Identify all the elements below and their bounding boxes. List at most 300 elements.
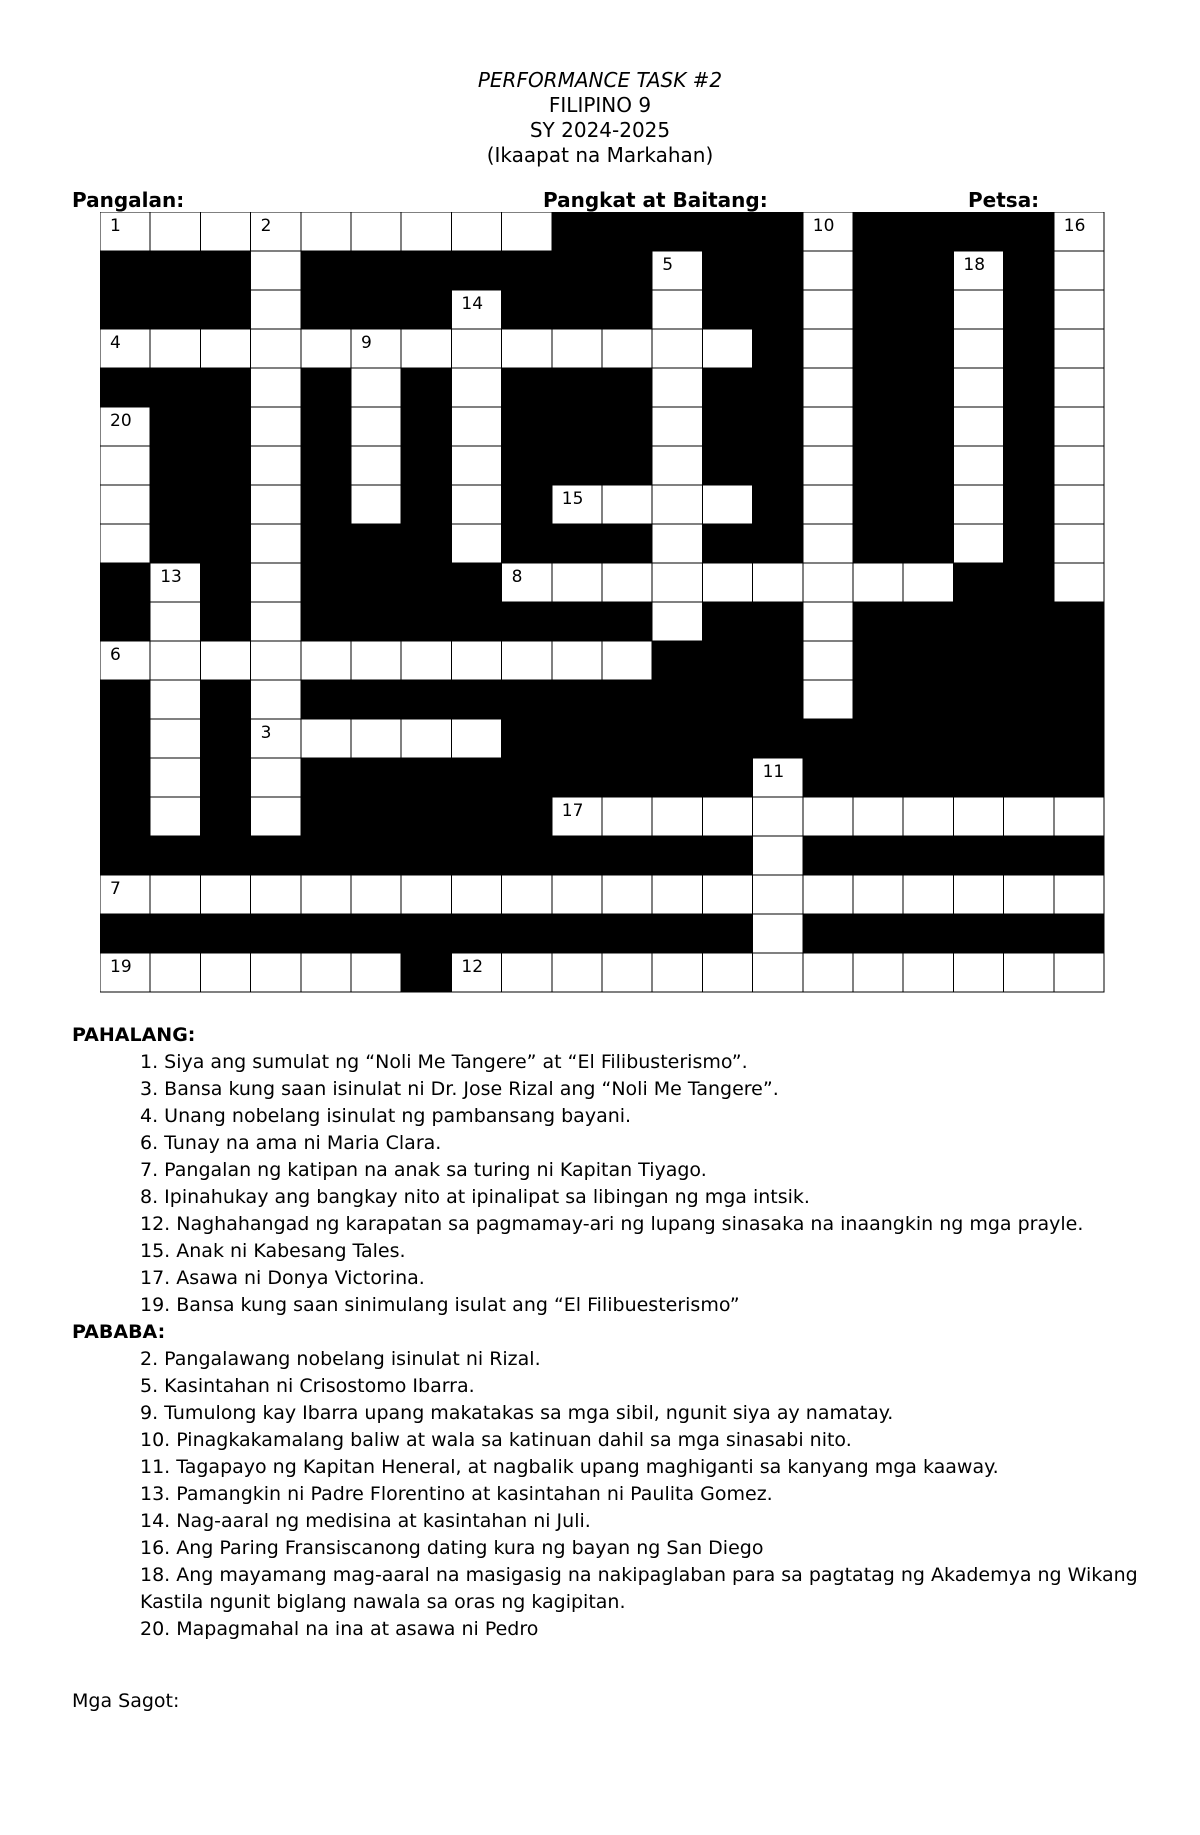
crossword-cell[interactable] <box>602 875 652 914</box>
crossword-block <box>903 251 953 290</box>
crossword-cell[interactable] <box>602 329 652 368</box>
crossword-cell[interactable] <box>652 563 702 602</box>
crossword-block <box>702 602 752 641</box>
crossword-cell[interactable] <box>803 602 853 641</box>
across-clue: 15. Anak ni Kabesang Tales. <box>140 1240 406 1262</box>
crossword-cell[interactable] <box>552 563 602 602</box>
crossword-block <box>903 719 953 758</box>
crossword-cell[interactable] <box>903 953 953 992</box>
crossword-cell[interactable] <box>953 290 1003 329</box>
crossword-cell[interactable] <box>602 641 652 680</box>
crossword-cell[interactable] <box>351 641 401 680</box>
crossword-cell[interactable] <box>502 953 552 992</box>
crossword-block <box>100 836 150 875</box>
crossword-cell[interactable] <box>953 485 1003 524</box>
crossword-cell[interactable] <box>451 407 501 446</box>
clue-number: 8 <box>511 567 523 587</box>
crossword-block <box>652 212 702 251</box>
crossword-cell[interactable] <box>1054 407 1104 446</box>
crossword-cell[interactable] <box>150 797 200 836</box>
crossword-cell[interactable] <box>251 446 301 485</box>
crossword-cell[interactable] <box>301 212 351 251</box>
crossword-block <box>200 446 250 485</box>
crossword-cell[interactable] <box>1054 446 1104 485</box>
crossword-cell[interactable] <box>903 875 953 914</box>
crossword-cell[interactable] <box>251 758 301 797</box>
crossword-cell[interactable] <box>251 602 301 641</box>
crossword-block <box>552 290 602 329</box>
crossword-cell[interactable] <box>1004 953 1054 992</box>
crossword-cell[interactable] <box>351 329 401 368</box>
crossword-block <box>753 641 803 680</box>
crossword-block <box>702 524 752 563</box>
crossword-block <box>903 446 953 485</box>
crossword-block <box>401 524 451 563</box>
date-label: Petsa: <box>968 188 1040 212</box>
crossword-block <box>953 563 1003 602</box>
crossword-cell[interactable] <box>401 719 451 758</box>
crossword-block <box>753 719 803 758</box>
crossword-block <box>200 797 250 836</box>
crossword-cell[interactable] <box>150 719 200 758</box>
crossword-cell[interactable] <box>351 953 401 992</box>
crossword-cell[interactable] <box>1054 953 1104 992</box>
clue-number: 6 <box>110 645 121 665</box>
crossword-block <box>502 290 552 329</box>
crossword-block <box>451 602 501 641</box>
crossword-block <box>351 914 401 953</box>
crossword-block <box>853 524 903 563</box>
crossword-cell[interactable] <box>251 953 301 992</box>
crossword-cell[interactable] <box>351 368 401 407</box>
crossword-block <box>451 758 501 797</box>
crossword-block <box>1004 641 1054 680</box>
crossword-block <box>702 758 752 797</box>
crossword-cell[interactable] <box>702 329 752 368</box>
crossword-cell[interactable] <box>903 563 953 602</box>
crossword-cell[interactable] <box>803 680 853 719</box>
crossword-cell[interactable] <box>251 485 301 524</box>
down-clue: 16. Ang Paring Fransiscanong dating kura ng bayan ng San Diego <box>140 1537 764 1559</box>
crossword-cell[interactable] <box>200 329 250 368</box>
clue-number: 12 <box>461 957 484 977</box>
crossword-block <box>401 368 451 407</box>
crossword-block <box>401 563 451 602</box>
crossword-cell[interactable] <box>150 602 200 641</box>
crossword-block <box>903 602 953 641</box>
clue-number: 2 <box>260 216 272 236</box>
crossword-cell[interactable] <box>702 953 752 992</box>
crossword-block <box>1054 758 1104 797</box>
across-clue: 1. Siya ang sumulat ng “Noli Me Tangere” at “El Filibusterismo”. <box>140 1051 748 1073</box>
crossword-cell[interactable] <box>100 524 150 563</box>
crossword-block <box>351 290 401 329</box>
crossword-cell[interactable] <box>200 875 250 914</box>
across-clue: 4. Unang nobelang isinulat ng pambansang bayani. <box>140 1105 632 1127</box>
crossword-block <box>301 758 351 797</box>
crossword-block <box>502 797 552 836</box>
crossword-cell[interactable] <box>251 524 301 563</box>
crossword-cell[interactable] <box>100 446 150 485</box>
crossword-cell[interactable] <box>652 290 702 329</box>
crossword-cell[interactable] <box>150 680 200 719</box>
crossword-cell[interactable] <box>753 836 803 875</box>
crossword-cell[interactable] <box>1054 290 1104 329</box>
crossword-block <box>351 758 401 797</box>
crossword-cell[interactable] <box>1004 875 1054 914</box>
across-clue: 17. Asawa ni Donya Victorina. <box>140 1267 425 1289</box>
crossword-cell[interactable] <box>100 212 150 251</box>
crossword-cell[interactable] <box>652 875 702 914</box>
crossword-block <box>401 914 451 953</box>
crossword-cell[interactable] <box>652 953 702 992</box>
crossword-cell[interactable] <box>753 797 803 836</box>
crossword-cell[interactable] <box>652 797 702 836</box>
crossword-block <box>100 758 150 797</box>
crossword-block <box>150 524 200 563</box>
crossword-cell[interactable] <box>100 329 150 368</box>
crossword-cell[interactable] <box>451 719 501 758</box>
crossword-cell[interactable] <box>803 290 853 329</box>
crossword-cell[interactable] <box>100 641 150 680</box>
crossword-block <box>100 797 150 836</box>
crossword-block <box>702 446 752 485</box>
down-clue: 13. Pamangkin ni Padre Florentino at kasintahan ni Paulita Gomez. <box>140 1483 773 1505</box>
down-heading: PABABA: <box>72 1321 166 1343</box>
crossword-cell[interactable] <box>251 290 301 329</box>
crossword-block <box>552 446 602 485</box>
crossword-cell[interactable] <box>803 329 853 368</box>
crossword-block <box>602 368 652 407</box>
clue-number: 4 <box>110 333 121 353</box>
crossword-block <box>602 212 652 251</box>
crossword-grid[interactable] <box>100 212 1106 998</box>
down-clue: 2. Pangalawang nobelang isinulat ni Rizal. <box>140 1348 541 1370</box>
crossword-cell[interactable] <box>502 875 552 914</box>
crossword-block <box>451 563 501 602</box>
crossword-block <box>301 251 351 290</box>
crossword-block <box>953 602 1003 641</box>
crossword-cell[interactable] <box>652 329 702 368</box>
crossword-cell[interactable] <box>451 641 501 680</box>
crossword-cell[interactable] <box>753 875 803 914</box>
crossword-block <box>401 407 451 446</box>
crossword-cell[interactable] <box>200 641 250 680</box>
crossword-cell[interactable] <box>803 485 853 524</box>
crossword-block <box>401 485 451 524</box>
crossword-cell[interactable] <box>652 407 702 446</box>
crossword-cell[interactable] <box>803 524 853 563</box>
crossword-block <box>552 251 602 290</box>
crossword-cell[interactable] <box>753 914 803 953</box>
crossword-block <box>602 758 652 797</box>
crossword-block <box>401 602 451 641</box>
crossword-cell[interactable] <box>953 407 1003 446</box>
crossword-cell[interactable] <box>301 953 351 992</box>
crossword-block <box>753 290 803 329</box>
crossword-block <box>953 719 1003 758</box>
crossword-block <box>351 563 401 602</box>
crossword-block <box>853 680 903 719</box>
crossword-block <box>602 407 652 446</box>
crossword-cell[interactable] <box>150 875 200 914</box>
crossword-cell[interactable] <box>803 641 853 680</box>
crossword-cell[interactable] <box>652 524 702 563</box>
crossword-cell[interactable] <box>251 251 301 290</box>
crossword-cell[interactable] <box>301 719 351 758</box>
crossword-cell[interactable] <box>200 212 250 251</box>
crossword-cell[interactable] <box>150 953 200 992</box>
crossword-block <box>953 680 1003 719</box>
crossword-block <box>401 758 451 797</box>
crossword-cell[interactable] <box>753 953 803 992</box>
crossword-cell[interactable] <box>1054 329 1104 368</box>
crossword-cell[interactable] <box>552 875 602 914</box>
crossword-cell[interactable] <box>853 875 903 914</box>
crossword-cell[interactable] <box>1054 875 1104 914</box>
crossword-block <box>451 251 501 290</box>
crossword-block <box>200 680 250 719</box>
crossword-block <box>1004 212 1054 251</box>
crossword-cell[interactable] <box>451 524 501 563</box>
crossword-block <box>953 212 1003 251</box>
crossword-cell[interactable] <box>401 875 451 914</box>
crossword-cell[interactable] <box>652 251 702 290</box>
crossword-block <box>1054 680 1104 719</box>
crossword-block <box>552 836 602 875</box>
across-heading: PAHALANG: <box>72 1024 196 1046</box>
clue-number: 5 <box>662 255 674 275</box>
crossword-cell[interactable] <box>351 719 401 758</box>
crossword-cell[interactable] <box>251 368 301 407</box>
crossword-block <box>602 680 652 719</box>
crossword-cell[interactable] <box>652 368 702 407</box>
crossword-cell[interactable] <box>1004 797 1054 836</box>
crossword-block <box>301 368 351 407</box>
crossword-block <box>100 251 150 290</box>
crossword-block <box>351 836 401 875</box>
crossword-block <box>1054 914 1104 953</box>
down-clue: 18. Ang mayamang mag-aaral na masigasig na nakipaglaban para sa pagtatag ng Akademya ng Wikang Kastila ngunit biglang nawala sa oras ng kagipitan. <box>140 1564 1138 1613</box>
crossword-block <box>753 407 803 446</box>
crossword-cell[interactable] <box>953 797 1003 836</box>
across-clue: 3. Bansa kung saan isinulat ni Dr. Jose Rizal ang “Noli Me Tangere”. <box>140 1078 779 1100</box>
crossword-cell[interactable] <box>451 329 501 368</box>
crossword-block <box>552 212 602 251</box>
crossword-block <box>502 524 552 563</box>
crossword-cell[interactable] <box>903 797 953 836</box>
crossword-cell[interactable] <box>401 212 451 251</box>
down-clue-list <box>72 1346 1182 1643</box>
crossword-cell[interactable] <box>853 563 903 602</box>
crossword-cell[interactable] <box>301 875 351 914</box>
crossword-cell[interactable] <box>451 485 501 524</box>
crossword-block <box>903 680 953 719</box>
crossword-block <box>853 602 903 641</box>
quarter-label: (Ikaapat na Markahan) <box>486 143 714 167</box>
crossword-cell[interactable] <box>602 485 652 524</box>
crossword-block <box>502 914 552 953</box>
crossword-block <box>552 719 602 758</box>
task-title: PERFORMANCE TASK #2 <box>477 68 723 92</box>
crossword-cell[interactable] <box>652 602 702 641</box>
crossword-cell[interactable] <box>702 875 752 914</box>
crossword-cell[interactable] <box>803 563 853 602</box>
crossword-cell[interactable] <box>652 446 702 485</box>
crossword-cell[interactable] <box>552 641 602 680</box>
crossword-block <box>753 524 803 563</box>
crossword-block <box>702 407 752 446</box>
crossword-cell[interactable] <box>502 563 552 602</box>
crossword-cell[interactable] <box>200 953 250 992</box>
crossword-block <box>903 290 953 329</box>
crossword-cell[interactable] <box>100 875 150 914</box>
crossword-cell[interactable] <box>702 563 752 602</box>
crossword-cell[interactable] <box>1054 368 1104 407</box>
crossword-cell[interactable] <box>853 797 903 836</box>
crossword-cell[interactable] <box>502 641 552 680</box>
crossword-block <box>1004 485 1054 524</box>
crossword-block <box>301 485 351 524</box>
crossword-cell[interactable] <box>251 797 301 836</box>
crossword-block <box>401 680 451 719</box>
crossword-cell[interactable] <box>351 485 401 524</box>
down-clue: 20. Mapagmahal na ina at asawa ni Pedro <box>140 1618 539 1640</box>
crossword-block <box>652 680 702 719</box>
subject-title: FILIPINO 9 <box>548 93 652 117</box>
crossword-cell[interactable] <box>602 797 652 836</box>
crossword-block <box>502 251 552 290</box>
crossword-cell[interactable] <box>552 329 602 368</box>
crossword-cell[interactable] <box>401 641 451 680</box>
across-clue: 19. Bansa kung saan sinimulang isulat ang “El Filibuesterismo” <box>140 1294 740 1316</box>
crossword-cell[interactable] <box>301 641 351 680</box>
crossword-block <box>200 524 250 563</box>
crossword-block <box>1004 251 1054 290</box>
crossword-cell[interactable] <box>803 407 853 446</box>
crossword-cell[interactable] <box>150 329 200 368</box>
crossword-block <box>502 836 552 875</box>
crossword-cell[interactable] <box>150 641 200 680</box>
crossword-cell[interactable] <box>953 368 1003 407</box>
crossword-block <box>301 680 351 719</box>
crossword-cell[interactable] <box>702 797 752 836</box>
crossword-cell[interactable] <box>251 563 301 602</box>
crossword-cell[interactable] <box>251 719 301 758</box>
crossword-block <box>401 836 451 875</box>
crossword-cell[interactable] <box>351 407 401 446</box>
crossword-cell[interactable] <box>652 485 702 524</box>
crossword-cell[interactable] <box>602 563 652 602</box>
down-clue: 11. Tagapayo ng Kapitan Heneral, at nagbalik upang maghiganti sa kanyang mga kaaway. <box>140 1456 999 1478</box>
crossword-block <box>853 719 903 758</box>
school-year: SY 2024-2025 <box>529 118 671 142</box>
crossword-block <box>401 290 451 329</box>
crossword-block <box>301 914 351 953</box>
crossword-cell[interactable] <box>1054 563 1104 602</box>
crossword-block <box>552 758 602 797</box>
crossword-block <box>803 836 853 875</box>
crossword-block <box>602 836 652 875</box>
crossword-cell[interactable] <box>251 407 301 446</box>
crossword-cell[interactable] <box>953 875 1003 914</box>
crossword-cell[interactable] <box>552 953 602 992</box>
crossword-cell[interactable] <box>953 953 1003 992</box>
crossword-cell[interactable] <box>251 680 301 719</box>
crossword-cell[interactable] <box>1054 251 1104 290</box>
crossword-cell[interactable] <box>803 797 853 836</box>
crossword-cell[interactable] <box>351 212 401 251</box>
crossword-cell[interactable] <box>502 212 552 251</box>
crossword-cell[interactable] <box>803 446 853 485</box>
crossword-cell[interactable] <box>753 563 803 602</box>
across-clue: 7. Pangalan ng katipan na anak sa turing ni Kapitan Tiyago. <box>140 1159 707 1181</box>
crossword-block <box>502 485 552 524</box>
crossword-cell[interactable] <box>251 875 301 914</box>
crossword-cell[interactable] <box>1054 485 1104 524</box>
crossword-cell[interactable] <box>853 953 903 992</box>
crossword-cell[interactable] <box>251 329 301 368</box>
crossword-cell[interactable] <box>803 368 853 407</box>
down-clue: 9. Tumulong kay Ibarra upang makatakas sa mga sibil, ngunit siya ay namatay. <box>140 1402 894 1424</box>
crossword-block <box>502 758 552 797</box>
crossword-cell[interactable] <box>953 329 1003 368</box>
crossword-cell[interactable] <box>803 953 853 992</box>
crossword-cell[interactable] <box>1054 797 1104 836</box>
crossword-cell[interactable] <box>251 641 301 680</box>
crossword-cell[interactable] <box>602 953 652 992</box>
crossword-block <box>100 914 150 953</box>
across-clue: 6. Tunay na ama ni Maria Clara. <box>140 1132 442 1154</box>
crossword-cell[interactable] <box>251 212 301 251</box>
crossword-cell[interactable] <box>351 875 401 914</box>
crossword-block <box>953 914 1003 953</box>
crossword-cell[interactable] <box>451 368 501 407</box>
crossword-cell[interactable] <box>803 875 853 914</box>
down-clue: 10. Pinagkakamalang baliw at wala sa katinuan dahil sa mga sinasabi nito. <box>140 1429 852 1451</box>
crossword-block <box>853 641 903 680</box>
clues-section <box>72 1022 1182 1643</box>
crossword-cell[interactable] <box>702 485 752 524</box>
crossword-cell[interactable] <box>351 446 401 485</box>
crossword-cell[interactable] <box>451 875 501 914</box>
crossword-cell[interactable] <box>301 329 351 368</box>
crossword-block <box>150 446 200 485</box>
crossword-cell[interactable] <box>150 212 200 251</box>
crossword-cell[interactable] <box>1054 524 1104 563</box>
crossword-block <box>1004 719 1054 758</box>
crossword-block <box>301 290 351 329</box>
crossword-block <box>451 836 501 875</box>
crossword-cell[interactable] <box>100 485 150 524</box>
crossword-block <box>803 758 853 797</box>
crossword-cell[interactable] <box>803 251 853 290</box>
crossword-cell[interactable] <box>401 329 451 368</box>
crossword-cell[interactable] <box>451 446 501 485</box>
crossword-cell[interactable] <box>502 329 552 368</box>
crossword-cell[interactable] <box>953 446 1003 485</box>
crossword-block <box>552 524 602 563</box>
crossword-block <box>150 914 200 953</box>
crossword-block <box>1004 914 1054 953</box>
crossword-cell[interactable] <box>953 524 1003 563</box>
crossword-cell[interactable] <box>451 212 501 251</box>
document-header <box>0 68 1200 168</box>
crossword-block <box>150 368 200 407</box>
crossword-block <box>502 602 552 641</box>
crossword-block <box>200 563 250 602</box>
crossword-cell[interactable] <box>150 758 200 797</box>
